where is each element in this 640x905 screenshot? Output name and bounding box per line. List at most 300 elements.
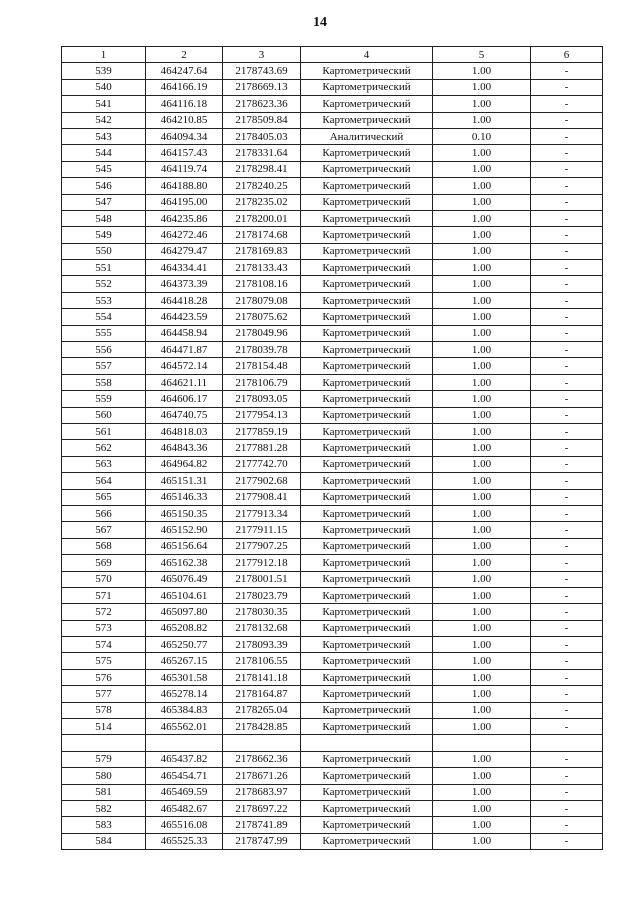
note-cell: - [531,538,603,554]
method-cell: Картометрический [301,817,433,833]
method-cell [301,735,433,751]
accuracy-cell [433,735,531,751]
table-row [62,210,603,226]
note-cell: - [531,719,603,735]
x-coordinate-cell: 465437.82 [146,751,223,767]
y-coordinate-cell: 2178023.79 [223,587,301,603]
note-cell: - [531,243,603,259]
point-number-cell: 546 [62,178,146,194]
x-coordinate-cell: 465152.90 [146,522,223,538]
method-cell: Картометрический [301,112,433,128]
y-coordinate-cell: 2178174.68 [223,227,301,243]
note-cell: - [531,374,603,390]
y-coordinate-cell: 2178662.36 [223,751,301,767]
x-coordinate-cell: 464272.46 [146,227,223,243]
table-row [62,800,603,816]
table-row [62,555,603,571]
y-coordinate-cell: 2177911.15 [223,522,301,538]
table-row [62,161,603,177]
note-cell [531,735,603,751]
note-cell: - [531,63,603,79]
table-row [62,358,603,374]
note-cell: - [531,161,603,177]
table-row [62,145,603,161]
y-coordinate-cell: 2178075.62 [223,309,301,325]
table-row [62,178,603,194]
y-coordinate-cell: 2178039.78 [223,342,301,358]
x-coordinate-cell: 464235.86 [146,210,223,226]
x-coordinate-cell: 465208.82 [146,620,223,636]
note-cell: - [531,260,603,276]
accuracy-cell: 1.00 [433,768,531,784]
note-cell: - [531,194,603,210]
point-number-cell: 563 [62,456,146,472]
point-number-cell: 543 [62,128,146,144]
note-cell: - [531,309,603,325]
method-cell: Картометрический [301,407,433,423]
note-cell: - [531,423,603,439]
point-number-cell: 554 [62,309,146,325]
method-cell: Картометрический [301,309,433,325]
table-row [62,63,603,79]
point-number-cell: 561 [62,423,146,439]
x-coordinate-cell: 465250.77 [146,637,223,653]
y-coordinate-cell: 2177913.34 [223,505,301,521]
method-cell: Картометрический [301,571,433,587]
note-cell: - [531,800,603,816]
x-coordinate-cell: 464740.75 [146,407,223,423]
point-number-cell: 559 [62,391,146,407]
note-cell: - [531,604,603,620]
x-coordinate-cell: 464572.14 [146,358,223,374]
method-cell: Картометрический [301,538,433,554]
accuracy-cell: 1.00 [433,686,531,702]
x-coordinate-cell: 465146.33 [146,489,223,505]
x-coordinate-cell: 464094.34 [146,128,223,144]
x-coordinate-cell: 465301.58 [146,669,223,685]
y-coordinate-cell: 2178428.85 [223,719,301,735]
table-row [62,456,603,472]
method-cell: Картометрический [301,587,433,603]
point-number-cell: 565 [62,489,146,505]
page-number: 14 [313,15,327,30]
accuracy-cell: 1.00 [433,227,531,243]
table-row [62,440,603,456]
method-cell: Картометрический [301,358,433,374]
accuracy-cell: 1.00 [433,161,531,177]
point-number-cell: 578 [62,702,146,718]
accuracy-cell: 1.00 [433,325,531,341]
x-coordinate-cell: 465469.59 [146,784,223,800]
point-number-cell: 540 [62,79,146,95]
point-number-cell: 582 [62,800,146,816]
method-cell: Картометрический [301,637,433,653]
method-cell: Картометрический [301,473,433,489]
note-cell: - [531,325,603,341]
point-number-cell: 541 [62,96,146,112]
x-coordinate-cell: 464606.17 [146,391,223,407]
accuracy-cell: 1.00 [433,210,531,226]
method-cell: Картометрический [301,768,433,784]
point-number-cell: 547 [62,194,146,210]
table-row [62,653,603,669]
y-coordinate-cell: 2178200.01 [223,210,301,226]
point-number-cell: 542 [62,112,146,128]
accuracy-cell: 1.00 [433,423,531,439]
table-row [62,407,603,423]
x-coordinate-cell: 464279.47 [146,243,223,259]
accuracy-cell: 1.00 [433,456,531,472]
y-coordinate-cell: 2178747.99 [223,833,301,849]
table-row [62,604,603,620]
table-row [62,538,603,554]
x-coordinate-cell: 465267.15 [146,653,223,669]
point-number-cell: 552 [62,276,146,292]
point-number-cell: 574 [62,637,146,653]
table-row [62,374,603,390]
note-cell: - [531,358,603,374]
table-row [62,391,603,407]
table-row [62,342,603,358]
method-cell: Картометрический [301,342,433,358]
y-coordinate-cell: 2177902.68 [223,473,301,489]
x-coordinate-cell: 465516.08 [146,817,223,833]
note-cell: - [531,587,603,603]
method-cell: Картометрический [301,325,433,341]
y-coordinate-cell: 2178697.22 [223,800,301,816]
accuracy-cell: 1.00 [433,571,531,587]
method-cell: Картометрический [301,702,433,718]
note-cell: - [531,817,603,833]
x-coordinate-cell: 465076.49 [146,571,223,587]
x-coordinate-cell: 464247.64 [146,63,223,79]
note-cell: - [531,456,603,472]
table-row [62,276,603,292]
point-number-cell: 545 [62,161,146,177]
note-cell: - [531,96,603,112]
table-row [62,817,603,833]
y-coordinate-cell: 2178669.13 [223,79,301,95]
point-number-cell: 544 [62,145,146,161]
x-coordinate-cell: 464119.74 [146,161,223,177]
accuracy-cell: 1.00 [433,358,531,374]
point-number-cell: 564 [62,473,146,489]
x-coordinate-cell: 465454.71 [146,768,223,784]
table-row [62,751,603,767]
point-number-cell: 581 [62,784,146,800]
method-cell: Картометрический [301,522,433,538]
method-cell: Картометрический [301,833,433,849]
point-number-cell: 553 [62,292,146,308]
y-coordinate-cell: 2178164.87 [223,686,301,702]
point-number-cell: 571 [62,587,146,603]
method-cell: Картометрический [301,489,433,505]
note-cell: - [531,784,603,800]
note-cell: - [531,227,603,243]
accuracy-cell: 1.00 [433,620,531,636]
method-cell: Картометрический [301,440,433,456]
method-cell: Картометрический [301,620,433,636]
method-cell: Картометрический [301,653,433,669]
y-coordinate-cell: 2178298.41 [223,161,301,177]
point-number-cell: 572 [62,604,146,620]
method-cell: Картометрический [301,243,433,259]
note-cell: - [531,653,603,669]
y-coordinate-cell: 2178741.89 [223,817,301,833]
point-number-cell: 575 [62,653,146,669]
y-coordinate-cell: 2178623.36 [223,96,301,112]
point-number-cell: 562 [62,440,146,456]
table-row [62,719,603,735]
x-coordinate-cell: 465151.31 [146,473,223,489]
x-coordinate-cell: 465097.80 [146,604,223,620]
method-cell: Картометрический [301,292,433,308]
note-cell: - [531,669,603,685]
y-coordinate-cell: 2177881.28 [223,440,301,456]
y-coordinate-cell [223,735,301,751]
y-coordinate-cell: 2178141.18 [223,669,301,685]
table-row [62,620,603,636]
accuracy-cell: 1.00 [433,391,531,407]
method-cell: Картометрический [301,79,433,95]
method-cell: Картометрический [301,391,433,407]
accuracy-cell: 1.00 [433,96,531,112]
y-coordinate-cell: 2178405.03 [223,128,301,144]
x-coordinate-cell: 464964.82 [146,456,223,472]
x-coordinate-cell: 464188.80 [146,178,223,194]
point-number-cell: 576 [62,669,146,685]
point-number-cell: 568 [62,538,146,554]
y-coordinate-cell: 2178240.25 [223,178,301,194]
column-header: 2 [146,47,223,63]
note-cell: - [531,702,603,718]
point-number-cell: 583 [62,817,146,833]
x-coordinate-cell: 464843.36 [146,440,223,456]
y-coordinate-cell: 2178235.02 [223,194,301,210]
y-coordinate-cell: 2178030.35 [223,604,301,620]
accuracy-cell: 1.00 [433,604,531,620]
method-cell: Картометрический [301,178,433,194]
y-coordinate-cell: 2177859.19 [223,423,301,439]
point-number-cell: 548 [62,210,146,226]
accuracy-cell: 1.00 [433,833,531,849]
method-cell: Картометрический [301,505,433,521]
accuracy-cell: 1.00 [433,374,531,390]
accuracy-cell: 1.00 [433,260,531,276]
table-row [62,833,603,849]
point-number-cell: 555 [62,325,146,341]
table-row [62,784,603,800]
table-row [62,96,603,112]
table-row [62,669,603,685]
accuracy-cell: 1.00 [433,440,531,456]
y-coordinate-cell: 2178683.97 [223,784,301,800]
x-coordinate-cell: 465525.33 [146,833,223,849]
note-cell: - [531,292,603,308]
method-cell: Картометрический [301,423,433,439]
accuracy-cell: 1.00 [433,800,531,816]
note-cell: - [531,620,603,636]
point-number-cell: 580 [62,768,146,784]
header-row [62,47,603,63]
table-body [62,63,603,850]
accuracy-cell: 1.00 [433,407,531,423]
point-number-cell: 551 [62,260,146,276]
note-cell: - [531,342,603,358]
accuracy-cell: 1.00 [433,637,531,653]
column-header: 4 [301,47,433,63]
table-row [62,128,603,144]
accuracy-cell: 1.00 [433,63,531,79]
accuracy-cell: 1.00 [433,342,531,358]
method-cell: Картометрический [301,784,433,800]
y-coordinate-cell: 2178132.68 [223,620,301,636]
accuracy-cell: 1.00 [433,702,531,718]
note-cell: - [531,751,603,767]
accuracy-cell: 1.00 [433,194,531,210]
column-header: 6 [531,47,603,63]
point-number-cell: 567 [62,522,146,538]
note-cell: - [531,555,603,571]
method-cell: Картометрический [301,194,433,210]
point-number-cell: 569 [62,555,146,571]
accuracy-cell: 1.00 [433,719,531,735]
accuracy-cell: 1.00 [433,653,531,669]
note-cell: - [531,768,603,784]
x-coordinate-cell: 464471.87 [146,342,223,358]
y-coordinate-cell: 2177912.18 [223,555,301,571]
y-coordinate-cell: 2178106.79 [223,374,301,390]
y-coordinate-cell: 2178093.05 [223,391,301,407]
table-row [62,243,603,259]
note-cell: - [531,571,603,587]
method-cell: Картометрический [301,210,433,226]
accuracy-cell: 1.00 [433,473,531,489]
method-cell: Картометрический [301,751,433,767]
accuracy-cell: 1.00 [433,522,531,538]
accuracy-cell: 1.00 [433,243,531,259]
table-row [62,571,603,587]
method-cell: Картометрический [301,456,433,472]
note-cell: - [531,210,603,226]
accuracy-cell: 1.00 [433,276,531,292]
x-coordinate-cell: 464210.85 [146,112,223,128]
x-coordinate-cell: 464423.59 [146,309,223,325]
note-cell: - [531,440,603,456]
column-header: 3 [223,47,301,63]
note-cell: - [531,178,603,194]
x-coordinate-cell: 465150.35 [146,505,223,521]
x-coordinate-cell: 465482.67 [146,800,223,816]
x-coordinate-cell: 464157.43 [146,145,223,161]
note-cell: - [531,112,603,128]
y-coordinate-cell: 2178331.64 [223,145,301,161]
x-coordinate-cell: 464818.03 [146,423,223,439]
point-number-cell: 577 [62,686,146,702]
method-cell: Аналитический [301,128,433,144]
column-header: 1 [62,47,146,63]
table-row [62,309,603,325]
coordinates-table [61,46,603,850]
note-cell: - [531,391,603,407]
x-coordinate-cell: 465278.14 [146,686,223,702]
x-coordinate-cell: 464458.94 [146,325,223,341]
method-cell: Картометрический [301,800,433,816]
accuracy-cell: 1.00 [433,669,531,685]
method-cell: Картометрический [301,276,433,292]
point-number-cell: 514 [62,719,146,735]
table-row [62,587,603,603]
note-cell: - [531,686,603,702]
point-number-cell: 558 [62,374,146,390]
table-row [62,735,603,751]
method-cell: Картометрический [301,260,433,276]
x-coordinate-cell: 464195.00 [146,194,223,210]
method-cell: Картометрический [301,686,433,702]
accuracy-cell: 1.00 [433,505,531,521]
y-coordinate-cell: 2178133.43 [223,260,301,276]
point-number-cell [62,735,146,751]
note-cell: - [531,505,603,521]
accuracy-cell: 1.00 [433,145,531,161]
method-cell: Картометрический [301,227,433,243]
point-number-cell: 549 [62,227,146,243]
table-row [62,260,603,276]
x-coordinate-cell [146,735,223,751]
method-cell: Картометрический [301,719,433,735]
method-cell: Картометрический [301,96,433,112]
note-cell: - [531,522,603,538]
method-cell: Картометрический [301,669,433,685]
x-coordinate-cell: 465562.01 [146,719,223,735]
note-cell: - [531,407,603,423]
note-cell: - [531,145,603,161]
x-coordinate-cell: 465384.83 [146,702,223,718]
y-coordinate-cell: 2178106.55 [223,653,301,669]
column-header: 5 [433,47,531,63]
point-number-cell: 560 [62,407,146,423]
table-row [62,79,603,95]
table-row [62,292,603,308]
method-cell: Картометрический [301,374,433,390]
x-coordinate-cell: 464373.39 [146,276,223,292]
accuracy-cell: 1.00 [433,538,531,554]
note-cell: - [531,637,603,653]
accuracy-cell: 0.10 [433,128,531,144]
accuracy-cell: 1.00 [433,292,531,308]
x-coordinate-cell: 465156.64 [146,538,223,554]
table-header [62,47,603,63]
note-cell: - [531,128,603,144]
accuracy-cell: 1.00 [433,555,531,571]
y-coordinate-cell: 2178509.84 [223,112,301,128]
accuracy-cell: 1.00 [433,784,531,800]
y-coordinate-cell: 2178093.39 [223,637,301,653]
y-coordinate-cell: 2178049.96 [223,325,301,341]
point-number-cell: 579 [62,751,146,767]
note-cell: - [531,489,603,505]
x-coordinate-cell: 464418.28 [146,292,223,308]
y-coordinate-cell: 2178671.26 [223,768,301,784]
x-coordinate-cell: 464334.41 [146,260,223,276]
y-coordinate-cell: 2178001.51 [223,571,301,587]
table-row [62,522,603,538]
point-number-cell: 557 [62,358,146,374]
accuracy-cell: 1.00 [433,309,531,325]
y-coordinate-cell: 2177954.13 [223,407,301,423]
x-coordinate-cell: 465162.38 [146,555,223,571]
method-cell: Картометрический [301,604,433,620]
